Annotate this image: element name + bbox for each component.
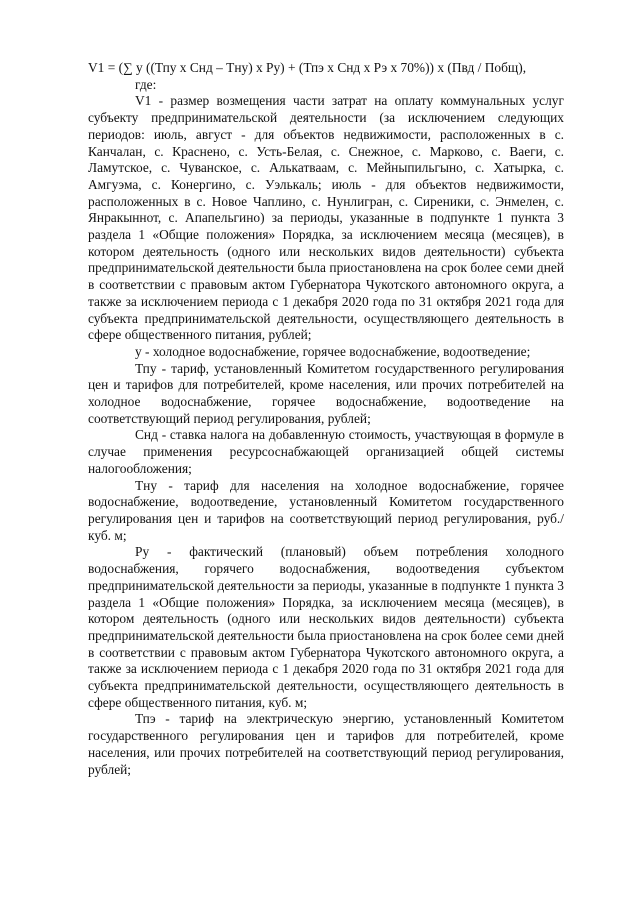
- definition-tnu: Тну - тариф для населения на холодное водоснабжение, горячее водоснабжение, водоотведение, установленный Комитетом государственного регулирования цен и тарифов на соответствующий период регулирования, руб./куб. м;: [88, 477, 564, 543]
- definition-v1: V1 - размер возмещения части затрат на оплату коммунальных услуг субъекту предпринимательской деятельности (за исключением следующих периодов: июль, август - для объектов недвижимости, расположенных в с. Канчалан, с. Краснено, с. Усть-Белая, с. Снежное, с. Марково, с. Ваеги, с. Ламутское, с. Чуванское, с. Алькатваам, с. Мейныпильгыно, с. Хатырка, с. Амгуэма, с. Конергино, с. Уэлькаль; июль - для объектов недвижимости, расположенных в с. Новое Чаплино, с. Нунлигран, с. Сиреники, с. Энмелен, с. Янракыннот, с. Апапельгино) за периоды, указанные в подпункте 1 пункта 3 раздела 1 «Общие положения» Порядка, за исключением месяца (месяцев), в котором деятельность (одного или нескольких видов деятельности) субъекта предпринимательской деятельности была приостановлена на срок более семи дней в соответствии с правовым актом Губернатора Чукотского автономного округа, а также за исключением периода с 1 декабря 2020 года по 31 октября 2021 года для субъекта предпринимательской деятельности, осуществляющего деятельность в сфере общественного питания, рублей;: [88, 93, 564, 343]
- compensation-formula: V1 = (∑ у ((Тпу х Снд – Тну) х Ру) + (Тпэ х Снд х Рэ х 70%)) х (Пвд / Побщ),: [88, 60, 527, 75]
- definition-y: у - холодное водоснабжение, горячее водоснабжение, водоотведение;: [135, 343, 531, 359]
- definition-tpu: Тпу - тариф, установленный Комитетом государственного регулирования цен и тарифов для потребителей, кроме населения, или прочих потребителей на холодное водоснабжение, горячее водоснабжение, водоотведение на соответствующий период регулирования, рублей;: [88, 360, 564, 426]
- definition-tpe: Тпэ - тариф на электрическую энергию, установленный Комитетом государственного регулирования цен и тарифов для потребителей, кроме населения, или прочих потребителей на соответствующий период регулирования, рублей;: [88, 711, 564, 777]
- document-page: [88, 60, 564, 778]
- where-label: где:: [135, 76, 157, 92]
- definition-ru: Ру - фактический (плановый) объем потребления холодного водоснабжения, горячего водоснабжения, водоотведения субъектом предпринимательской деятельности за периоды, указанные в подпункте 1 пункта 3 раздела 1 «Общие положения» Порядка, за исключением месяца (месяцев), в котором деятельность (одного или нескольких видов деятельности) субъекта предпринимательской деятельности была приостановлена на срок более семи дней в соответствии с правовым актом Губернатора Чукотского автономного округа, а также за исключением периода с 1 декабря 2020 года по 31 октября 2021 года для субъекта предпринимательской деятельности, осуществляющего деятельность в сфере общественного питания, куб. м;: [88, 544, 564, 710]
- definition-snd: Снд - ставка налога на добавленную стоимость, участвующая в формуле в случае применения ресурсоснабжающей организацией общей системы налогообложения;: [88, 427, 564, 476]
